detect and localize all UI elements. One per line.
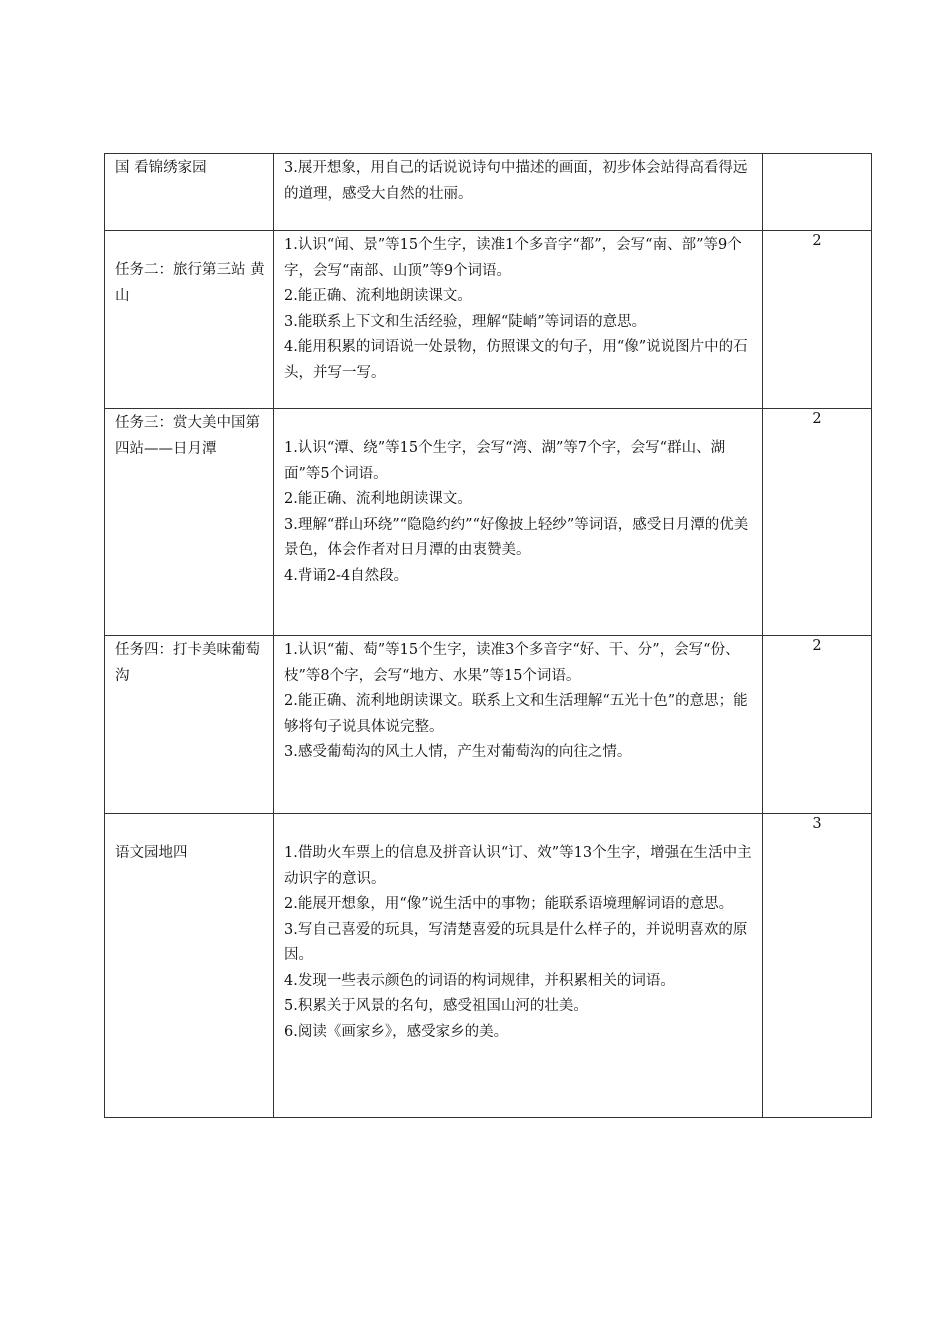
goal-item: 3.写自己喜爱的玩具，写清楚喜爱的玩具是什么样子的，并说明喜欢的原因。	[284, 921, 748, 963]
table-row	[105, 154, 872, 231]
goal-item: 3.展开想象，用自己的话说说诗句中描述的画面，初步体会站得高看得远的道理，感受大自然的壮丽。	[284, 160, 748, 202]
goal-item: 1.认识“葡、萄”等15个生字，读准3个多音字“好、干、分”，会写“份、枝”等8个字，会写“地方、水果”等15个词语。	[284, 642, 740, 684]
lesson-plan-table	[104, 153, 872, 1118]
hours-cell	[763, 409, 872, 636]
goals-cell	[274, 409, 763, 636]
goal-item: 1.认识“潭、绕”等15个生字，会写“湾、湖”等7个字，会写“群山、湖面”等5个词语。	[284, 440, 726, 482]
goal-item: 2.能展开想象，用“像”说生活中的事物；能联系语境理解词语的意思。	[284, 896, 734, 912]
task-name: 任务二：旅行第三站 黄山	[115, 262, 265, 304]
goal-item: 5.积累关于风景的名句，感受祖国山河的壮美。	[284, 998, 588, 1014]
task-name: 任务四：打卡美味葡萄沟	[115, 642, 260, 684]
hours-cell	[763, 814, 872, 1118]
task-cell	[105, 231, 274, 409]
table-row	[105, 636, 872, 814]
goal-item: 3.感受葡萄沟的风土人情，产生对葡萄沟的向往之情。	[284, 744, 632, 760]
task-name: 国 看锦绣家园	[115, 160, 207, 176]
table-row	[105, 814, 872, 1118]
goals-cell	[274, 154, 763, 231]
goal-item: 4.发现一些表示颜色的词语的构词规律，并积累相关的词语。	[284, 972, 675, 989]
hours-cell	[763, 231, 872, 409]
task-cell	[105, 636, 274, 814]
goal-item: 1.借助火车票上的信息及拼音认识“订、效”等13个生字，增强在生活中主动识字的意识。	[284, 845, 752, 887]
goal-item: 6.阅读《画家乡》，感受家乡的美。	[284, 1023, 509, 1040]
hours-cell	[763, 636, 872, 814]
table-row	[105, 231, 872, 409]
goal-item: 2.能正确、流利地朗读课文。	[284, 491, 472, 507]
goal-item: 2.能正确、流利地朗读课文。联系上文和生活理解“五光十色”的意思；能够将句子说具体说完整。	[284, 693, 748, 735]
goal-item: 4.能用积累的词语说一处景物，仿照课文的句子，用“像”说说图片中的石头，并写一写。	[284, 339, 748, 381]
hours-cell	[763, 154, 872, 231]
hours-value: 3	[812, 816, 822, 832]
goals-cell	[274, 231, 763, 409]
hours-value: 2	[812, 411, 822, 427]
task-name: 语文园地四	[115, 845, 188, 861]
task-name: 任务三：赏大美中国第四站——日月潭	[115, 415, 260, 457]
goal-item: 4.背诵2-4自然段。	[284, 567, 409, 584]
table-row	[105, 409, 872, 636]
task-cell	[105, 409, 274, 636]
goals-cell	[274, 814, 763, 1118]
goal-item: 2.能正确、流利地朗读课文。	[284, 288, 472, 304]
goal-item: 3.能联系上下文和生活经验，理解“陡峭”等词语的意思。	[284, 313, 647, 330]
goal-item: 3.理解“群山环绕”“隐隐约约”“好像披上轻纱”等词语，感受日月潭的优美景色，体会作者对日月潭的由衷赞美。	[284, 516, 749, 558]
task-cell	[105, 154, 274, 231]
goals-cell	[274, 636, 763, 814]
goal-item: 1.认识“闻、景”等15个生字，读准1个多音字“都”，会写“南、部”等9个字，会写“南部、山顶”等9个词语。	[284, 237, 742, 279]
hours-value: 2	[812, 233, 822, 249]
hours-value: 2	[812, 638, 822, 654]
task-cell	[105, 814, 274, 1118]
